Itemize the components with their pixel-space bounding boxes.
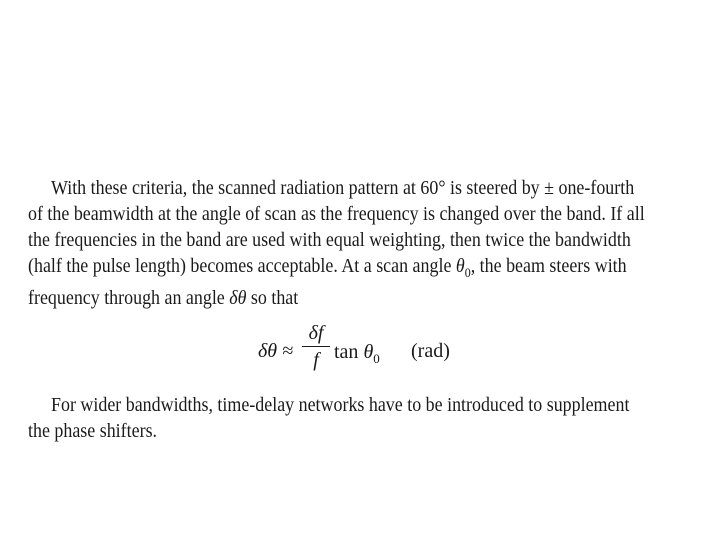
paragraph-line: of the beamwidth at the angle of scan as the frequency is changed over the band. If all (28, 204, 645, 225)
equation-rhs (334, 341, 380, 367)
paragraph-wider-bandwidths (28, 393, 683, 445)
line-text: so that (250, 287, 299, 309)
theta-symbol: θ (455, 256, 465, 277)
line-text: frequency through an angle (28, 287, 225, 309)
fraction-bar (302, 346, 330, 347)
line-text: , the beam steers with (470, 256, 627, 277)
theta-symbol: θ (363, 341, 374, 363)
equation-fraction (302, 322, 330, 371)
equation-lhs: δθ ≈ (258, 340, 294, 362)
paragraph-line (28, 254, 683, 286)
fraction-denominator: f (313, 349, 319, 371)
equation-unit: (rad) (411, 340, 450, 362)
paragraph-line (28, 286, 683, 312)
paragraph-line: the frequencies in the band are used with equal weighting, then twice the bandwidth (28, 230, 631, 251)
paragraph-line: For wider bandwidths, time-delay networks have to be introduced to supplement (51, 395, 630, 416)
theta-subscript: 0 (464, 264, 471, 280)
line-text: (half the pulse length) becomes acceptable. At a scan angle (28, 256, 452, 277)
fraction-numerator: δf (308, 322, 324, 344)
paragraph-line: the phase shifters. (28, 421, 158, 442)
tan-function: tan (334, 341, 359, 363)
paragraph-line: With these criteria, the scanned radiation pattern at 60° is steered by ± one-fourth (51, 178, 635, 199)
theta-subscript: 0 (373, 351, 380, 366)
paragraph-scan-criteria (28, 176, 683, 312)
delta-theta-symbol: δθ (229, 287, 247, 309)
